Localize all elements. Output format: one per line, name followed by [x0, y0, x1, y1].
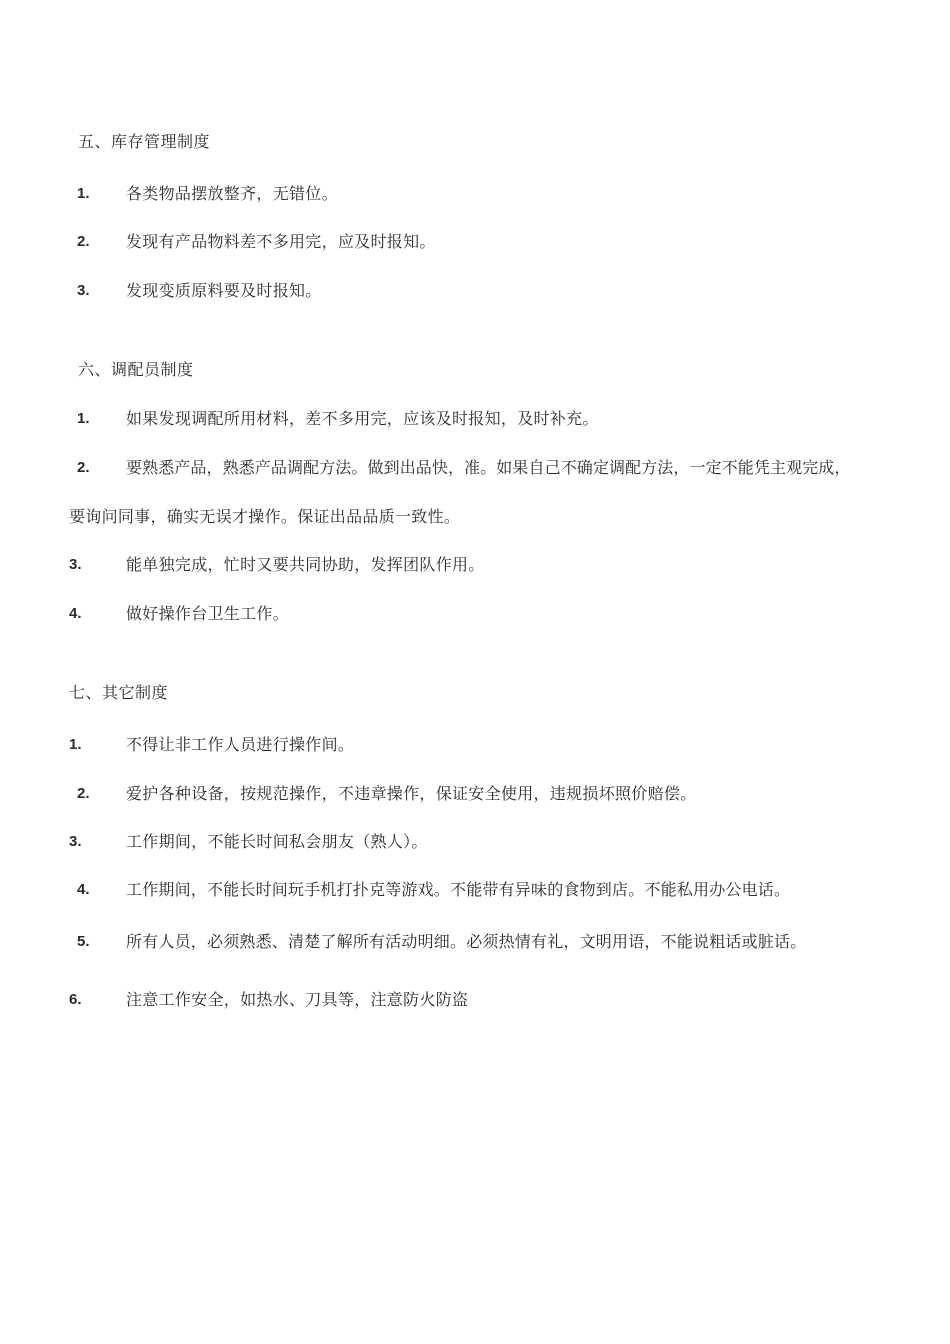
list-item-number: 2. — [77, 233, 90, 250]
list-item-text: 做好操作台卫生工作。 — [126, 604, 290, 623]
list-item-text: 各类物品摆放整齐，无错位。 — [126, 184, 338, 203]
section-heading: 七、其它制度 — [69, 683, 169, 702]
list-item-number: 4. — [77, 881, 90, 898]
list-item-number: 3. — [69, 556, 82, 573]
list-item-number: 6. — [69, 991, 82, 1008]
list-item-text: 工作期间，不能长时间玩手机打扑克等游戏。不能带有异味的食物到店。不能私用办公电话。 — [126, 880, 791, 899]
list-item-continuation: 要询问同事，确实无误才操作。保证出品品质一致性。 — [69, 507, 461, 526]
list-item-number: 1. — [69, 736, 82, 753]
list-item-number: 1. — [77, 410, 90, 427]
list-item-text: 注意工作安全，如热水、刀具等，注意防火防盗 — [126, 990, 469, 1009]
list-item-number: 2. — [77, 459, 90, 476]
list-item-text: 所有人员，必须熟悉、清楚了解所有活动明细。必须热情有礼，文明用语，不能说粗话或脏话。 — [126, 932, 807, 951]
list-item-text: 发现变质原料要及时报知。 — [126, 281, 322, 300]
list-item-number: 3. — [77, 282, 90, 299]
list-item-text: 能单独完成，忙时又要共同协助，发挥团队作用。 — [126, 555, 485, 574]
list-item-text: 工作期间，不能长时间私会朋友（熟人）。 — [126, 832, 428, 851]
list-item-number: 2. — [77, 785, 90, 802]
list-item-number: 5. — [77, 933, 90, 950]
list-item-text: 如果发现调配所用材料，差不多用完，应该及时报知，及时补充。 — [126, 409, 599, 428]
list-item-text: 不得让非工作人员进行操作间。 — [126, 735, 355, 754]
section-heading: 五、库存管理制度 — [78, 132, 211, 151]
section-heading: 六、调配员制度 — [78, 360, 194, 379]
list-item-text: 要熟悉产品，熟悉产品调配方法。做到出品快，准。如果自己不确定调配方法，一定不能凭主观完成， — [126, 458, 851, 477]
list-item-text: 发现有产品物料差不多用完，应及时报知。 — [126, 232, 436, 251]
list-item-text: 爱护各种设备，按规范操作，不违章操作，保证安全使用，违规损坏照价赔偿。 — [126, 784, 697, 803]
list-item-number: 1. — [77, 185, 90, 202]
list-item-number: 4. — [69, 605, 82, 622]
list-item-number: 3. — [69, 833, 82, 850]
